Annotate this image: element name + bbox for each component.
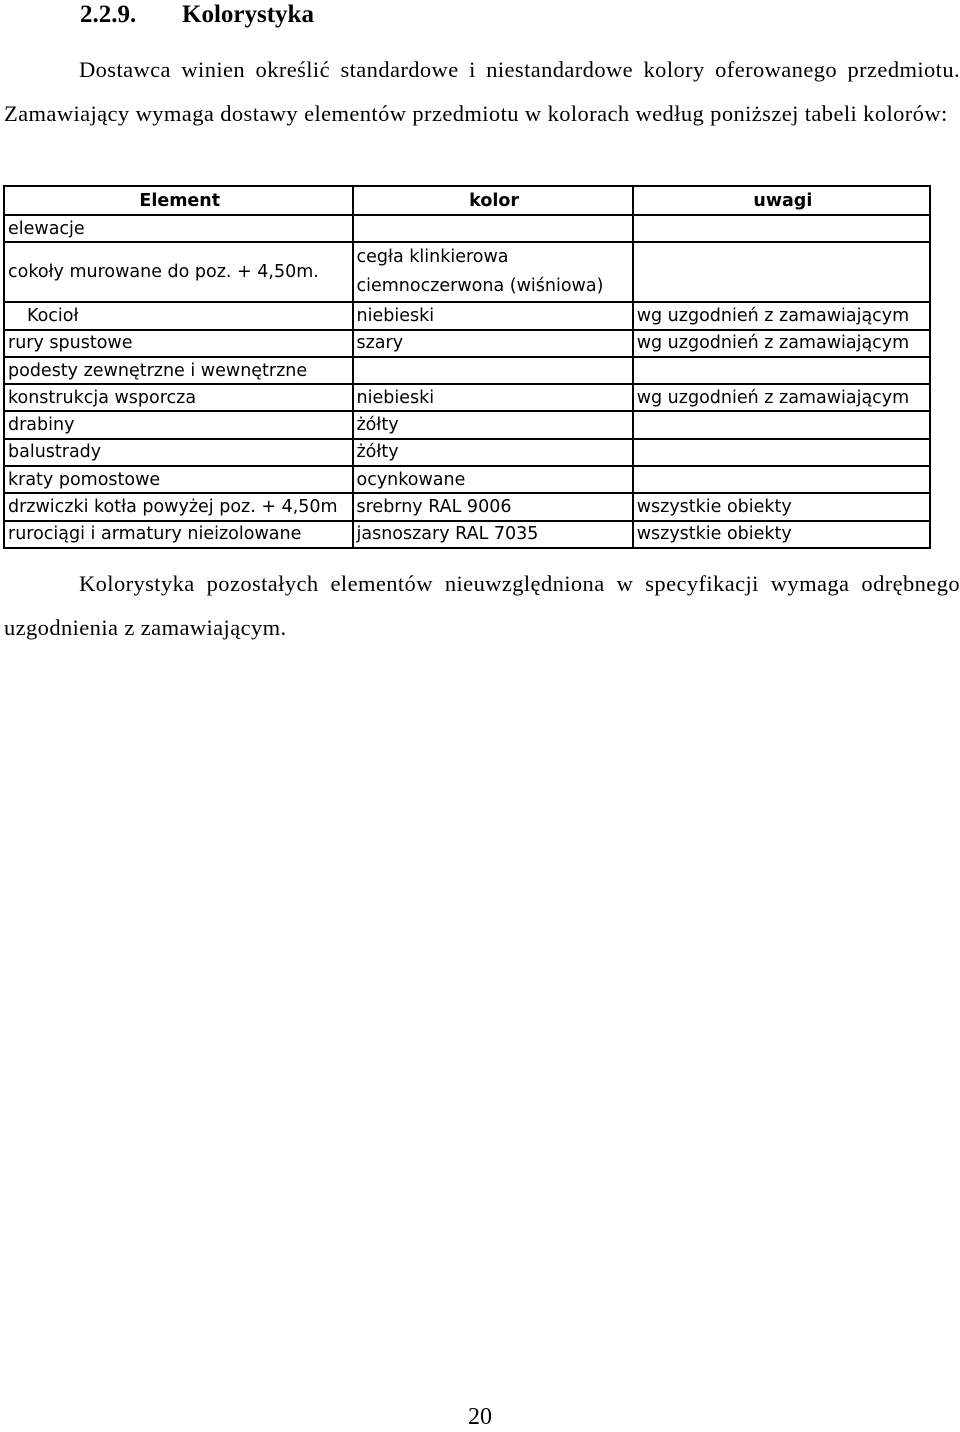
cell-uwagi: wg uzgodnień z zamawiającym [633, 384, 930, 411]
cell-element: drabiny [4, 411, 353, 438]
cell-kolor: niebieski [353, 302, 633, 329]
cell-element: rury spustowe [4, 330, 353, 357]
cell-kolor: niebieski [353, 384, 633, 411]
cell-kolor-line: cegła klinkierowa [356, 247, 509, 268]
cell-uwagi [633, 439, 930, 466]
cell-element: Kocioł [4, 302, 353, 329]
cell-kolor: żółty [353, 411, 633, 438]
cell-uwagi [633, 411, 930, 438]
cell-uwagi [633, 215, 930, 242]
cell-element: konstrukcja wsporcza [4, 384, 353, 411]
cell-kolor: ocynkowane [353, 466, 633, 493]
cell-kolor [353, 215, 633, 242]
table-row [4, 521, 930, 548]
table-row [4, 330, 930, 357]
table-header-row [4, 186, 930, 215]
table-row [4, 384, 930, 411]
header-kolor: kolor [353, 186, 633, 215]
cell-kolor: żółty [353, 439, 633, 466]
section-heading [80, 0, 314, 30]
table-row [4, 439, 930, 466]
color-table [3, 185, 931, 549]
cell-element: balustrady [4, 439, 353, 466]
cell-element: cokoły murowane do poz. + 4,50m. [4, 242, 353, 302]
cell-uwagi [633, 242, 930, 302]
cell-uwagi: wg uzgodnień z zamawiającym [633, 330, 930, 357]
cell-uwagi: wg uzgodnień z zamawiającym [633, 302, 930, 329]
cell-element: drzwiczki kotła powyżej poz. + 4,50m [4, 493, 353, 520]
cell-uwagi [633, 357, 930, 384]
page-number: 20 [468, 1404, 492, 1430]
table-row [4, 466, 930, 493]
table-row [4, 242, 930, 302]
cell-kolor-line: ciemnoczerwona (wiśniowa) [356, 276, 604, 297]
table-row [4, 215, 930, 242]
header-uwagi: uwagi [633, 186, 930, 215]
cell-uwagi: wszystkie obiekty [633, 521, 930, 548]
cell-kolor [353, 242, 633, 302]
table-row [4, 411, 930, 438]
cell-kolor: jasnoszary RAL 7035 [353, 521, 633, 548]
intro-paragraph: Dostawca winien określić standardowe i niestandardowe kolory oferowanego przedmiotu. Zamawiający wymaga dostawy elementów przedmiotu w kolorach według poniższej tabeli kolorów: [4, 57, 960, 126]
cell-element: rurociągi i armatury nieizolowane [4, 521, 353, 548]
cell-kolor: szary [353, 330, 633, 357]
cell-element: kraty pomostowe [4, 466, 353, 493]
table-row [4, 302, 930, 329]
cell-kolor [353, 357, 633, 384]
cell-element: elewacje [4, 215, 353, 242]
table-row [4, 493, 930, 520]
cell-uwagi [633, 466, 930, 493]
cell-uwagi: wszystkie obiekty [633, 493, 930, 520]
header-element: Element [4, 186, 353, 215]
cell-element: podesty zewnętrzne i wewnętrzne [4, 357, 353, 384]
section-number: 2.2.9. [80, 1, 137, 28]
table-row [4, 357, 930, 384]
closing-paragraph: Kolorystyka pozostałych elementów nieuwzględniona w specyfikacji wymaga odrębnego uzgodnienia z zamawiającym. [4, 571, 960, 640]
section-title: Kolorystyka [182, 1, 314, 28]
cell-kolor: srebrny RAL 9006 [353, 493, 633, 520]
